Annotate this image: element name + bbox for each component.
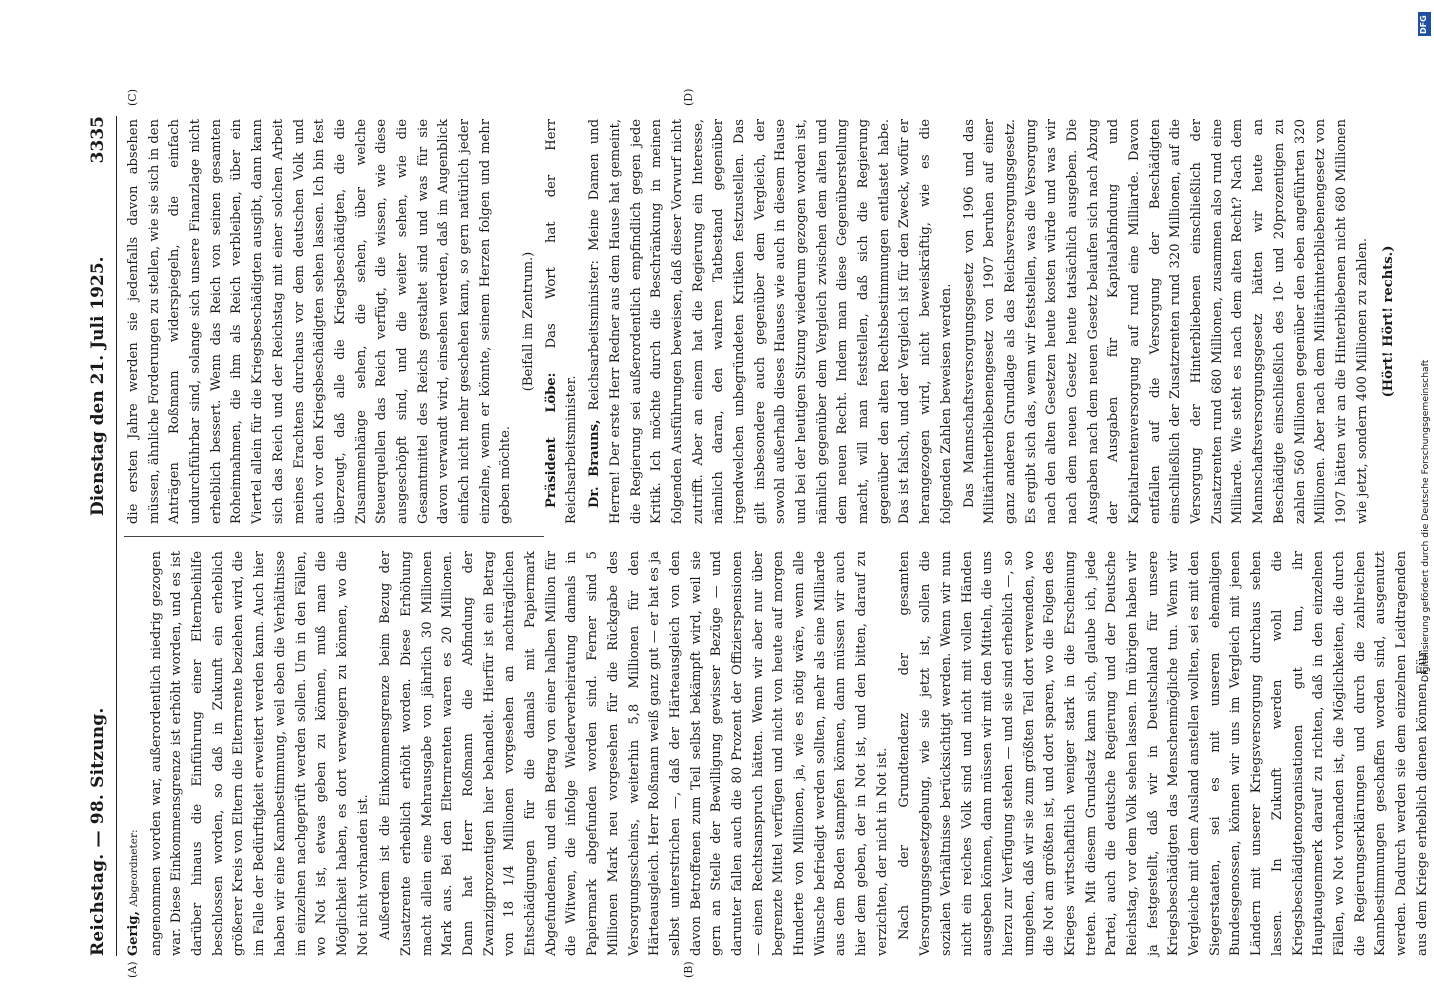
speaker-name: Dr. Brauns, <box>587 419 603 508</box>
interjection: (Beifall im Zentrum.) <box>521 251 537 392</box>
right-column <box>124 119 1402 524</box>
header-date: Dienstag den 21. Juli 1925. <box>88 256 108 516</box>
speaker-name: Gerig, <box>126 910 141 956</box>
credit-text: Digitalisierung gefördert durch die Deutsche Forschungsgemeinschaft <box>1420 359 1431 682</box>
running-head <box>82 116 122 956</box>
digitization-credit <box>1418 10 1432 1000</box>
header-left: Reichstag. — 98. Sitzung. <box>88 707 108 956</box>
margin-marker-c: (C) <box>126 89 139 106</box>
margin-marker-b: (B) <box>682 961 695 978</box>
speaker-role: Reichsarbeitsminister: <box>587 260 603 411</box>
margin-marker-d: (D) <box>682 88 695 106</box>
speaker-line <box>585 119 957 524</box>
speaker-line <box>124 551 145 956</box>
paragraph: Meine Damen und Herren! Der erste Herr Redner aus dem Hause hat gemeint, die Regierung sei außerordentlich empfindlich gegen jede Kritik. Ich möchte durch die Beschränkung in meinen folgenden Ausführungen beweisen, daß dieser Vorwurf nicht zutrifft. Aber an einem hat die Regierung ein Interesse, nämlich daran, den wahren Tatbestand gegenüber irgendwelchen unbegründeten Kritiken festzustellen. Das gilt insbesondere auch gegenüber dem Vergleich, der sowohl außerhalb dieses Hauses wie auch in diesem Hause und bei der heutigen Sitzung wiederum gezogen worden ist, nämlich gegenüber dem Vergleich zwischen dem alten und dem neuen Recht. Indem man diese Gegenüberstellung macht, will man feststellen, daß sich die Regierung gegenüber den alten Rechtsbestimmungen entlastet habe. Das ist falsch, und der Vergleich ist für den Zweck, wofür er herangezogen wird, nicht beweiskräftig, wie es die folgenden Zahlen beweisen werden. <box>587 119 954 524</box>
president-name: Präsident Löbe: <box>543 372 559 508</box>
paragraph: Das Mannschaftsversorgungsgesetz von 1906 und das Militärhinterbliebenengesetz von 1907 beruhen auf einer ganz anderen Grundlage als das Reichsversorgungsgesetz. Es ergibt sich das, wenn wir feststellen, was die Versorgung nach den alten Gesetzen heute kosten würde und was wir nach dem neuen Gesetz heute tatsächlich ausgeben. Die Ausgaben nach dem neuen Gesetz belaufen sich nach Abzug der Ausgaben für Kapitalabfindung und Kapitalrentenversorgung auf rund eine Milliarde. Davon entfallen auf die Versorgung der Beschädigten einschließlich der Zusatzrenten rund 320 Millionen, auf die Versorgung der Hinterbliebenen einschließlich der Zusatzrenten rund 680 Millionen, zusammen also rund eine Milliarde. Wie steht es nach dem alten Recht? Nach dem Mannschaftsversorgungsgesetz hätten wir heute an Beschädigte einschließlich des 10- und 20prozentigen zu zahlen 560 Millionen gegenüber den eben angeführten 320 Millionen. Aber nach dem Militärhinterbliebenengesetz von 1907 hätten wir an die Hinterbliebenen nicht 680 Millionen wie jetzt, sondern 400 Millionen zu zahlen. <box>961 119 1370 524</box>
header-rule <box>116 116 117 956</box>
paragraph: Außerdem ist die Einkommensgrenze beim Bezug der Zusatzrente erheblich erhöht worden. Diese Erhöhung macht allein eine Mehrausgabe von jährlich 30 Millionen Mark aus. Bei den Elternrenten waren es 20 Millionen. Dann hat Herr Roßmann die Abfindung der Zwanzigprozentigen hier behandelt. Hierfür ist ein Betrag von 18 1/4 Millionen vorgesehen an nachträglichen Entschädigungen für die damals mit Papiermark Abgefundenen, und ein Betrag von einer halben Million für die Witwen, die infolge Wiederverheiratung damals in Papiermark abgefunden worden sind. Ferner sind 5 Millionen Mark neu vorgesehen für die Rückgabe des Versorgungsscheins, weiterhin 5,8 Millionen für den Härteausgleich. Herr Roßmann weiß ganz gut — er hat es ja selbst unterstrichen —, daß der Härteausgleich von den davon Betroffenen zum Teil selbst bekämpft wird, weil sie gern an Stelle der Bewilligung gewisser Bezüge — und darunter fallen auch die 80 Prozent der Offizierspensionen — einen Rechtsanspruch hätten. Wenn wir aber nur über begrenzte Mittel verfügen und nicht von heute auf morgen Hunderte von Millionen, ja, wie es nötig wäre, wenn alle Wünsche befriedigt werden sollten, mehr als eine Milliarde aus dem Boden stampfen können, dann müssen wir auch hier dem geben, der in Not ist, und den bitten, darauf zu verzichten, der nicht in Not ist. <box>378 551 890 956</box>
interjection: (Hört! Hört! rechts.) <box>1381 245 1397 398</box>
dfg-logo-text: DFG <box>1419 15 1428 34</box>
paragraph: Nach der Grundtendenz der gesamten Versorgungsgesetzgebung, wie sie jetzt ist, sollen die sozialen Verhältnisse berücksichtigt werden. Wenn wir nun nicht ein reiches Volk sind und nicht mit vollen Händen ausgeben können, dann müssen wir mit den Mitteln, die uns hierzu zur Verfügung stehen — und sie sind erheblich —, so umgehen, daß wir sie zum größten Teil dort verwenden, wo die Not am größten ist, und dort sparen, wo die Folgen des Krieges wirtschaftlich weniger stark in die Erscheinung treten. Mit diesem Grundsatz kann sich, glaube ich, jede Partei, auch die deutsche Regierung und der Deutsche Reichstag, vor dem Volk sehen lassen. Im übrigen haben wir ja festgestellt, daß wir in Deutschland für unsere Kriegsbeschädigten das Menschenmögliche tun. Wenn wir Vergleiche mit dem Ausland anstellen wollten, sei es mit den Siegerstaaten, sei es mit unseren ehemaligen Bundesgenossen, können wir uns im Vergleich mit jenen Ländern mit unserer Kriegsversorgung durchaus sehen lassen. In Zukunft werden wohl die Kriegsbeschädigtenorganisationen gut tun, ihr Hauptaugenmerk darauf zu richten, daß in den einzelnen Fällen, wo Not vorhanden ist, die Möglichkeiten, die durch die Regierungserklärungen und durch die zahlreichen Kannbestimmungen geschaffen worden sind, ausgenutzt werden. Dadurch werden sie dem einzelnen Leidtragenden aus dem Kriege erheblich dienen können. Für <box>897 551 1430 956</box>
left-column <box>124 551 1434 956</box>
president-line <box>542 119 583 524</box>
paragraph: die ersten Jahre werden sie jedenfalls davon absehen müssen, ähnliche Forderungen zu stellen, wie sie sich in den Anträgen Roßmann widerspiegeln, die einfach undurchführbar sind, solange sich unsere Finanzlage nicht erheblich bessert. Wenn das Reich von seinen gesamten Roheinnahmen, die ihm als Reich verbleiben, über ein Viertel allein für die Kriegsbeschädigten ausgibt, dann kann sich das Reich und der Reichstag mit einer solchen Arbeit meines Erachtens durchaus vor dem deutschen Volk und auch vor den Kriegsbeschädigten sehen lassen. Ich bin fest überzeugt, daß alle die Kriegsbeschädigten, die die Zusammenhänge sehen, die sehen, über welche Steuerquellen das Reich verfügt, die wissen, wie diese ausgeschöpft sind, und die weiter sehen, wie die Gesamtmittel des Reichs gestaltet sind und was für sie davon verwandt wird, einsehen werden, daß im Augenblick einfach nicht mehr geschehen kann, so gern natürlich jeder einzelne, wenn er könnte, seinem Herzen folgen und mehr geben möchte. <box>126 119 514 524</box>
column-divider <box>124 536 544 537</box>
page-number: 3335 <box>88 116 108 164</box>
paragraph: angenommen worden war, außerordentlich niedrig gezogen war. Diese Einkommensgrenze ist erhöht worden, und es ist darüber hinaus die Einführung einer Elternbeihilfe beschlossen worden, so daß in Zukunft ein erheblich größerer Kreis von Eltern die Elternrente beziehen wird, die im Falle der Bedürftigkeit erweitert werden kann. Auch hier haben wir eine Kannbestimmung, weil eben die Verhältnisse im einzelnen nachgeprüft werden sollen. Um in den Fällen, wo Not ist, etwas geben zu können, muß man die Möglichkeit haben, es dort verweigern zu können, wo die Not nicht vorhanden ist. <box>148 551 371 956</box>
speaker-role: Abgeordneter: <box>128 829 140 907</box>
president-text: Das Wort hat der Herr Reichsarbeitsminister. <box>543 119 580 524</box>
margin-marker-a: (A) <box>126 961 139 978</box>
